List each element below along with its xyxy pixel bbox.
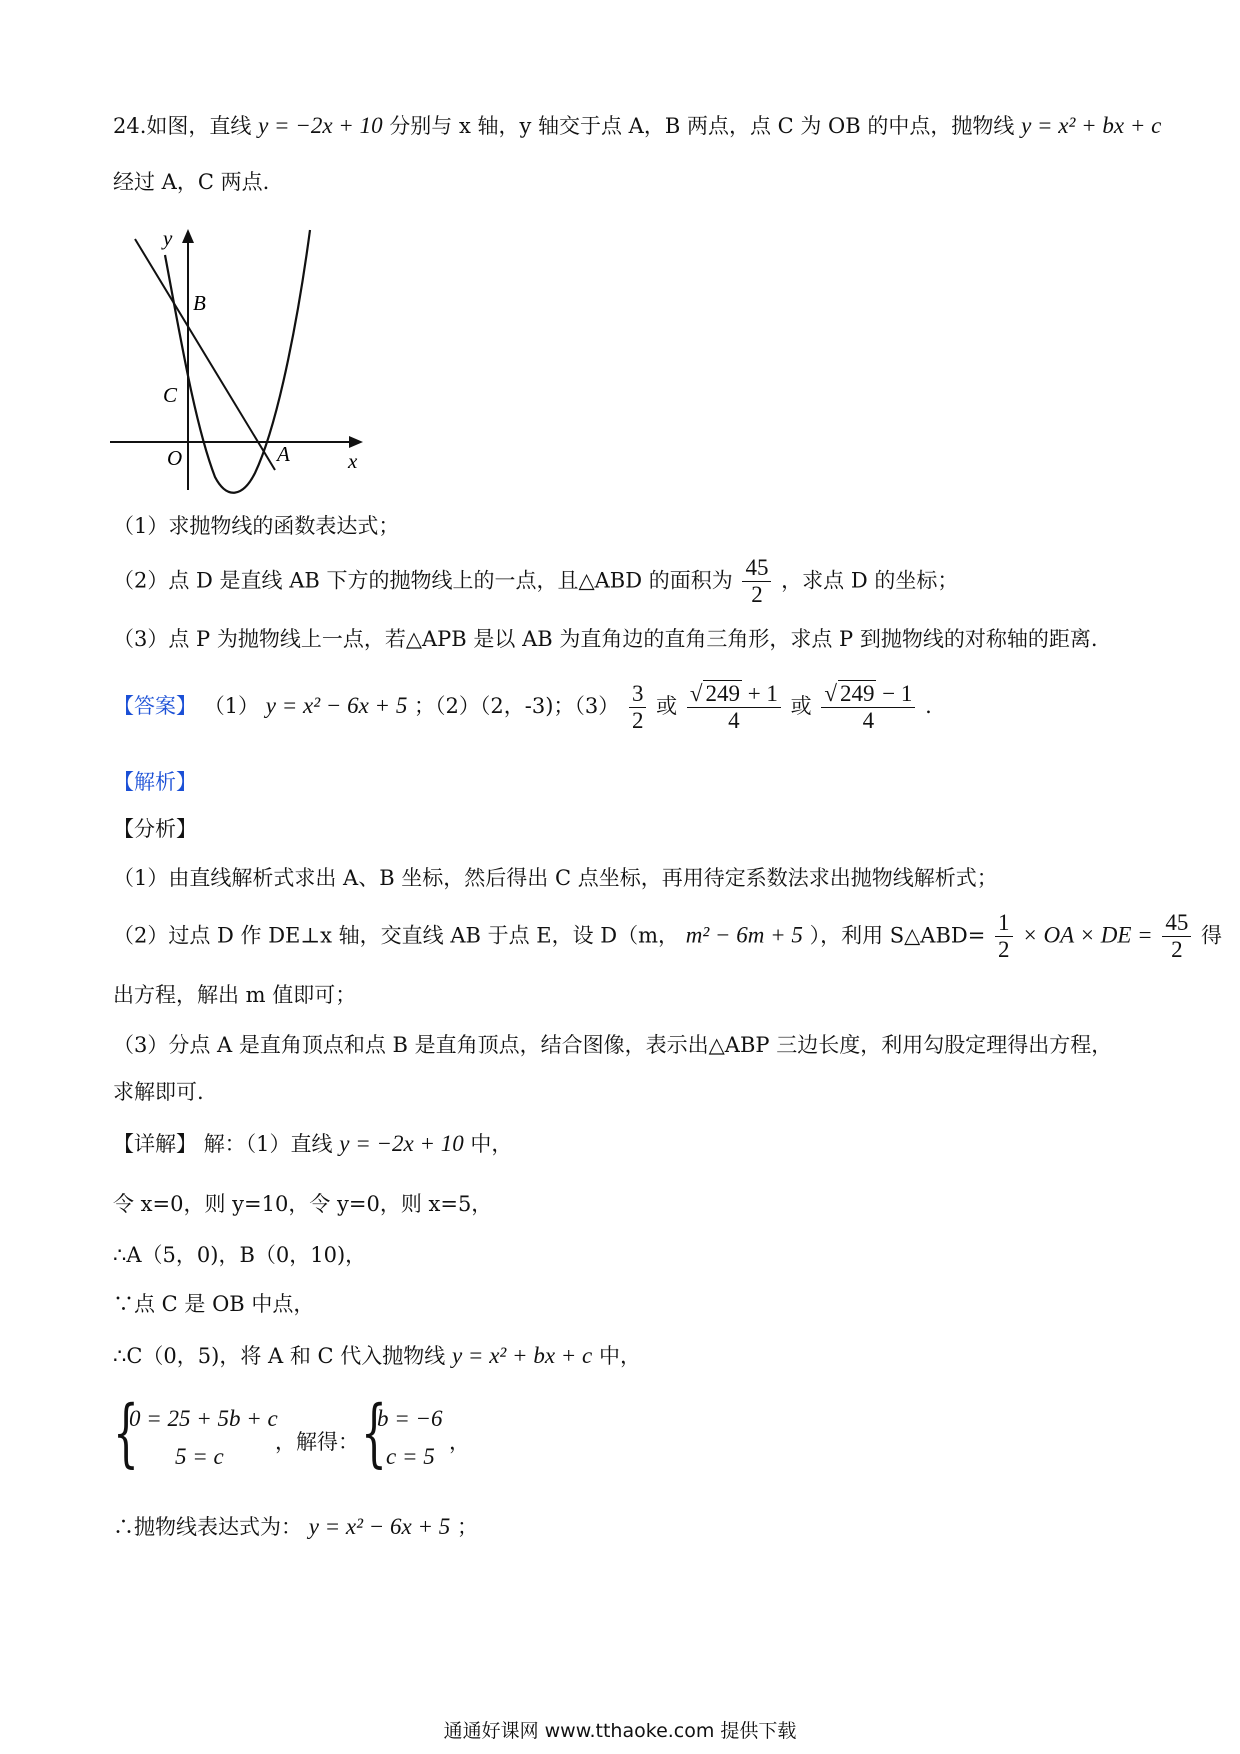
- answer-or-2: 或: [790, 693, 812, 718]
- label-o: O: [167, 446, 183, 470]
- solution-line-4: ∵点 C 是 OB 中点，: [113, 1292, 315, 1316]
- answer-part-2: ；（2）（2，-3)；（3）: [414, 693, 620, 718]
- page-footer: 通通好课网 www.tthaoke.com 提供下载: [443, 1720, 797, 1742]
- system-1-row-1: 0 = 25 + 5b + c: [129, 1406, 278, 1431]
- question-2-prefix: （2）点 D 是直线 AB 下方的抛物线上的一点，且△ABD 的面积为: [113, 568, 733, 593]
- equation-systems: [113, 1390, 513, 1482]
- solution-5-prefix: ∴C（0，5)，将 A 和 C 代入抛物线: [113, 1344, 446, 1368]
- fraction-numerator: √ 249 + 1: [687, 680, 781, 708]
- system-end: ，: [449, 1430, 470, 1454]
- parabola-equation: y = x² + bx + c: [1021, 113, 1162, 138]
- sqrt-radicand: 249: [705, 681, 740, 706]
- fraction-numerator: 1: [995, 910, 1013, 937]
- analysis-subtag: 【分析】: [113, 817, 197, 841]
- answer-fraction-3: [821, 680, 915, 735]
- solution-line-1: [113, 1130, 512, 1158]
- question-2-fraction: [742, 555, 771, 609]
- answer-part-1-label: （1）: [203, 693, 260, 718]
- fraction-denominator: 4: [862, 708, 875, 734]
- question-3: （3）点 P 为抛物线上一点，若△APB 是以 AB 为直角边的直角三角形，求点 P 到抛物线的对称轴的距离.: [113, 627, 1098, 651]
- solution-1-equation: y = −2x + 10: [339, 1131, 464, 1156]
- sqrt-radicand: 249: [839, 681, 875, 706]
- system-2-row-1: b = −6: [377, 1406, 443, 1431]
- system-1-row-2: 5 = c: [175, 1444, 224, 1469]
- answer-equation: y = x² − 6x + 5: [265, 692, 408, 718]
- analysis-2-line-2: 出方程，解出 m 值即可；: [113, 983, 357, 1007]
- answer-fraction-2: [687, 680, 781, 735]
- problem-title-mid: 分别与 x 轴，y 轴交于点 A，B 两点，点 C 为 OB 的中点，抛物线: [389, 114, 1015, 138]
- question-2: [113, 555, 958, 609]
- left-brace-1: {: [113, 1390, 139, 1476]
- solution-6-prefix: ∴抛物线表达式为：: [113, 1515, 302, 1539]
- solution-1-prefix: 解：（1）直线: [203, 1132, 333, 1156]
- line-equation: y = −2x + 10: [258, 113, 383, 138]
- system-connector: ，解得：: [275, 1430, 359, 1454]
- solution-line-2: 令 x=0，则 y=10，令 y=0，则 x=5，: [113, 1192, 493, 1216]
- solution-line-5: [113, 1342, 641, 1370]
- analysis-2-mid: ），利用 S△ABD=: [809, 923, 986, 948]
- analysis-1: （1）由直线解析式求出 A、B 坐标，然后得出 C 点坐标，再用待定系数法求出抛物线解析式；: [113, 866, 998, 890]
- label-c: C: [163, 383, 178, 407]
- analysis-3: （3）分点 A 是直角顶点和点 B 是直角顶点，结合图像，表示出△ABP 三边长度，利用勾股定理得出方程，: [113, 1033, 1113, 1057]
- figure-graph: [105, 225, 375, 495]
- fraction-denominator: 2: [1171, 937, 1183, 963]
- fraction-denominator: 2: [631, 707, 644, 733]
- solution-tag: 【详解】: [113, 1132, 197, 1156]
- label-a: A: [277, 442, 290, 466]
- left-brace-2: {: [361, 1390, 387, 1476]
- solution-line-3: ∴A（5，0)，B（0，10)，: [113, 1243, 367, 1267]
- solution-1-suffix: 中，: [470, 1132, 513, 1156]
- analysis-2-product: × OA × DE =: [1022, 922, 1153, 948]
- fraction-numerator: √ 249 − 1: [821, 680, 915, 708]
- problem-line-1: [113, 112, 1161, 140]
- answer-or-1: 或: [656, 693, 678, 718]
- numerator-rest: − 1: [876, 681, 913, 706]
- label-y: y: [163, 226, 173, 250]
- analysis-2-prefix: （2）过点 D 作 DE⊥x 轴，交直线 AB 于点 E，设 D（m，: [113, 923, 680, 948]
- problem-title-prefix: 24.如图，直线: [113, 114, 252, 138]
- fraction-numerator: 45: [1162, 910, 1191, 937]
- fraction-numerator: 3: [629, 681, 647, 708]
- analysis-3-line-2: 求解即可.: [113, 1080, 204, 1104]
- fraction-numerator: 45: [742, 555, 771, 582]
- solution-6-suffix: ；: [456, 1515, 478, 1539]
- analysis-2-expression: m² − 6m + 5: [685, 922, 803, 948]
- answer-end: .: [925, 693, 932, 718]
- solution-5-suffix: 中，: [598, 1344, 641, 1368]
- y-axis-arrow-icon: [182, 229, 194, 243]
- analysis-2: [113, 910, 1222, 964]
- question-2-suffix: ，求点 D 的坐标；: [781, 568, 959, 593]
- line-ab: [135, 239, 275, 470]
- analysis-2-end: 得: [1201, 923, 1223, 948]
- fraction-denominator: 2: [751, 582, 763, 608]
- solution-6-equation: y = x² − 6x + 5: [308, 1514, 451, 1539]
- label-x: x: [348, 449, 358, 473]
- analysis-tag: 【解析】: [113, 770, 197, 794]
- x-axis-arrow-icon: [349, 436, 363, 448]
- question-1: （1）求抛物线的函数表达式；: [113, 514, 400, 538]
- numerator-rest: + 1: [741, 681, 778, 706]
- answer-line: [113, 680, 932, 735]
- fraction-denominator: 4: [728, 708, 740, 734]
- solution-line-6: [113, 1513, 478, 1541]
- answer-tag: 【答案】: [113, 693, 197, 718]
- solution-5-equation: y = x² + bx + c: [451, 1343, 593, 1368]
- analysis-2-fraction-2: [1162, 910, 1191, 964]
- problem-line-2: 经过 A，C 两点.: [113, 170, 270, 194]
- system-2-row-2: c = 5: [386, 1444, 435, 1469]
- fraction-denominator: 2: [998, 937, 1010, 963]
- label-b: B: [193, 291, 206, 315]
- answer-fraction-1: [629, 681, 647, 735]
- analysis-2-fraction-1: [995, 910, 1013, 964]
